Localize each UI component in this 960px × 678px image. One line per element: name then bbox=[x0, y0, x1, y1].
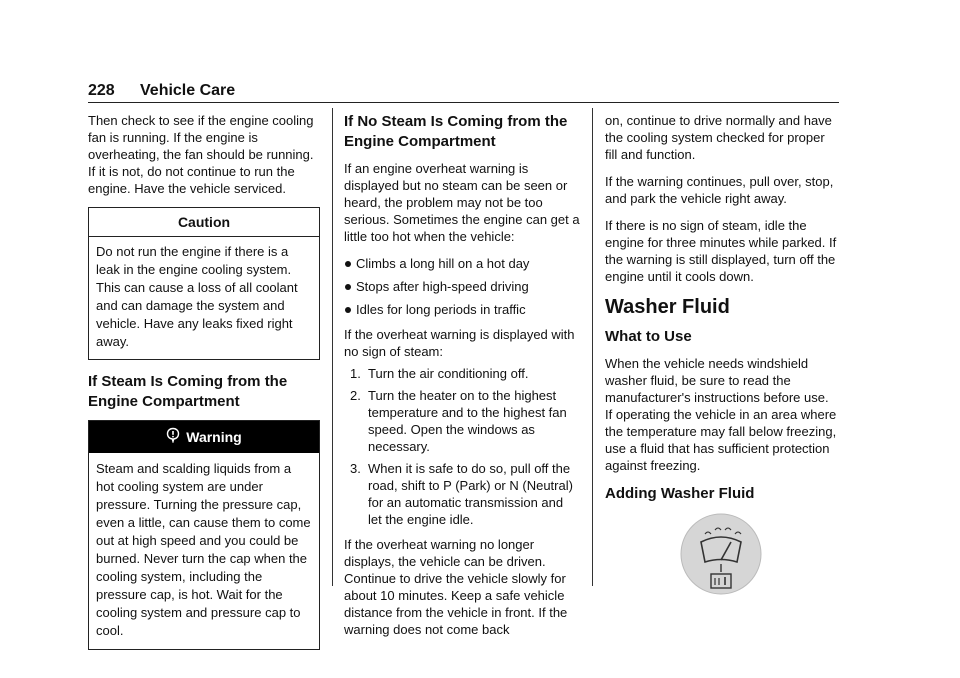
fan-check-paragraph: Then check to see if the engine cooling fan is running. If the engine is overheating, the fan should be running. If it is not, do not continue to run the engine. Have the vehicle serviced. bbox=[88, 113, 314, 196]
step-item bbox=[344, 387, 580, 455]
step-item bbox=[344, 365, 580, 382]
warning-text: Steam and scalding liquids from a hot cooling system are under pressure. Turning the pressure cap, even a little, can cause them to come out at high speed and you could be burned. Never turn the cap when the cooling system, including the pressure cap, is hot. Wait for the cooling system and pressure cap to cool. bbox=[96, 461, 311, 638]
what-to-use-text: When the vehicle needs windshield washer fluid, be sure to read the manufacturer's instructions before use. If operating the vehicle in an area where the temperature may fall below freezing, use a fluid that has sufficient protection against freezing. bbox=[605, 356, 837, 473]
list-item: Stops after high-speed driving bbox=[344, 278, 580, 295]
adding-washer-heading: Adding Washer Fluid bbox=[605, 485, 755, 502]
step-number: 2. bbox=[350, 388, 361, 403]
step-number: 3. bbox=[350, 461, 361, 476]
column-divider bbox=[592, 108, 593, 586]
step-item bbox=[344, 460, 580, 528]
list-item: Idles for long periods in traffic bbox=[344, 301, 580, 318]
warning-continues-paragraph: If the warning continues, pull over, stop, and park the vehicle right away. bbox=[605, 174, 834, 206]
steps-intro: If the overheat warning is displayed with no sign of steam: bbox=[344, 327, 575, 359]
page-header bbox=[88, 82, 839, 103]
step-text: When it is safe to do so, pull off the road, shift to P (Park) or N (Neutral) for an automatic transmission and let the engine idle. bbox=[368, 461, 573, 527]
steps-list bbox=[344, 365, 580, 528]
list-item: Climbs a long hill on a hot day bbox=[344, 255, 580, 272]
idle-engine-paragraph: If there is no sign of steam, idle the engine for three minutes while parked. If the warning is still displayed, turn off the engine until it cools down. bbox=[605, 218, 837, 284]
continuation-paragraph: on, continue to drive normally and have the cooling system checked for proper fill and function. bbox=[605, 113, 832, 162]
warning-box bbox=[88, 420, 320, 650]
warning-title: Warning bbox=[186, 428, 242, 445]
caution-box bbox=[88, 207, 320, 360]
washer-fluid-heading: Washer Fluid bbox=[605, 296, 730, 318]
washer-fluid-cap-icon bbox=[679, 512, 839, 600]
column-right bbox=[605, 112, 839, 600]
step-text: Turn the air conditioning off. bbox=[368, 366, 529, 381]
no-steam-heading: If No Steam Is Coming from the Engine Compartment bbox=[344, 113, 568, 150]
closing-paragraph: If the overheat warning no longer displays, the vehicle can be driven. Continue to drive the vehicle slowly for about 10 minutes. Keep a safe vehicle distance from the vehicle in front. If the warning does not come back bbox=[344, 537, 568, 637]
chapter-title: Vehicle Care bbox=[140, 82, 236, 99]
conditions-list bbox=[344, 255, 580, 318]
column-middle bbox=[344, 112, 580, 648]
column-divider bbox=[332, 108, 333, 586]
step-number: 1. bbox=[350, 366, 361, 381]
caution-text: Do not run the engine if there is a leak in the engine cooling system. This can cause a loss of all coolant and can damage the system and vehicle. Have any leaks fixed right away. bbox=[96, 244, 298, 349]
page-number: 228 bbox=[88, 82, 115, 99]
column-left bbox=[88, 112, 320, 650]
steam-heading: If Steam Is Coming from the Engine Compartment bbox=[88, 373, 288, 410]
warning-header bbox=[89, 421, 319, 453]
caution-title: Caution bbox=[89, 208, 319, 237]
overheat-intro: If an engine overheat warning is displayed but no steam can be seen or heard, the problem may not be too serious. Sometimes the engine can get a little too hot when the vehicle: bbox=[344, 161, 580, 244]
what-to-use-heading: What to Use bbox=[605, 328, 692, 345]
step-text: Turn the heater on to the highest temperature and to the highest fan speed. Open the windows as necessary. bbox=[368, 388, 567, 454]
warning-icon bbox=[166, 427, 180, 447]
